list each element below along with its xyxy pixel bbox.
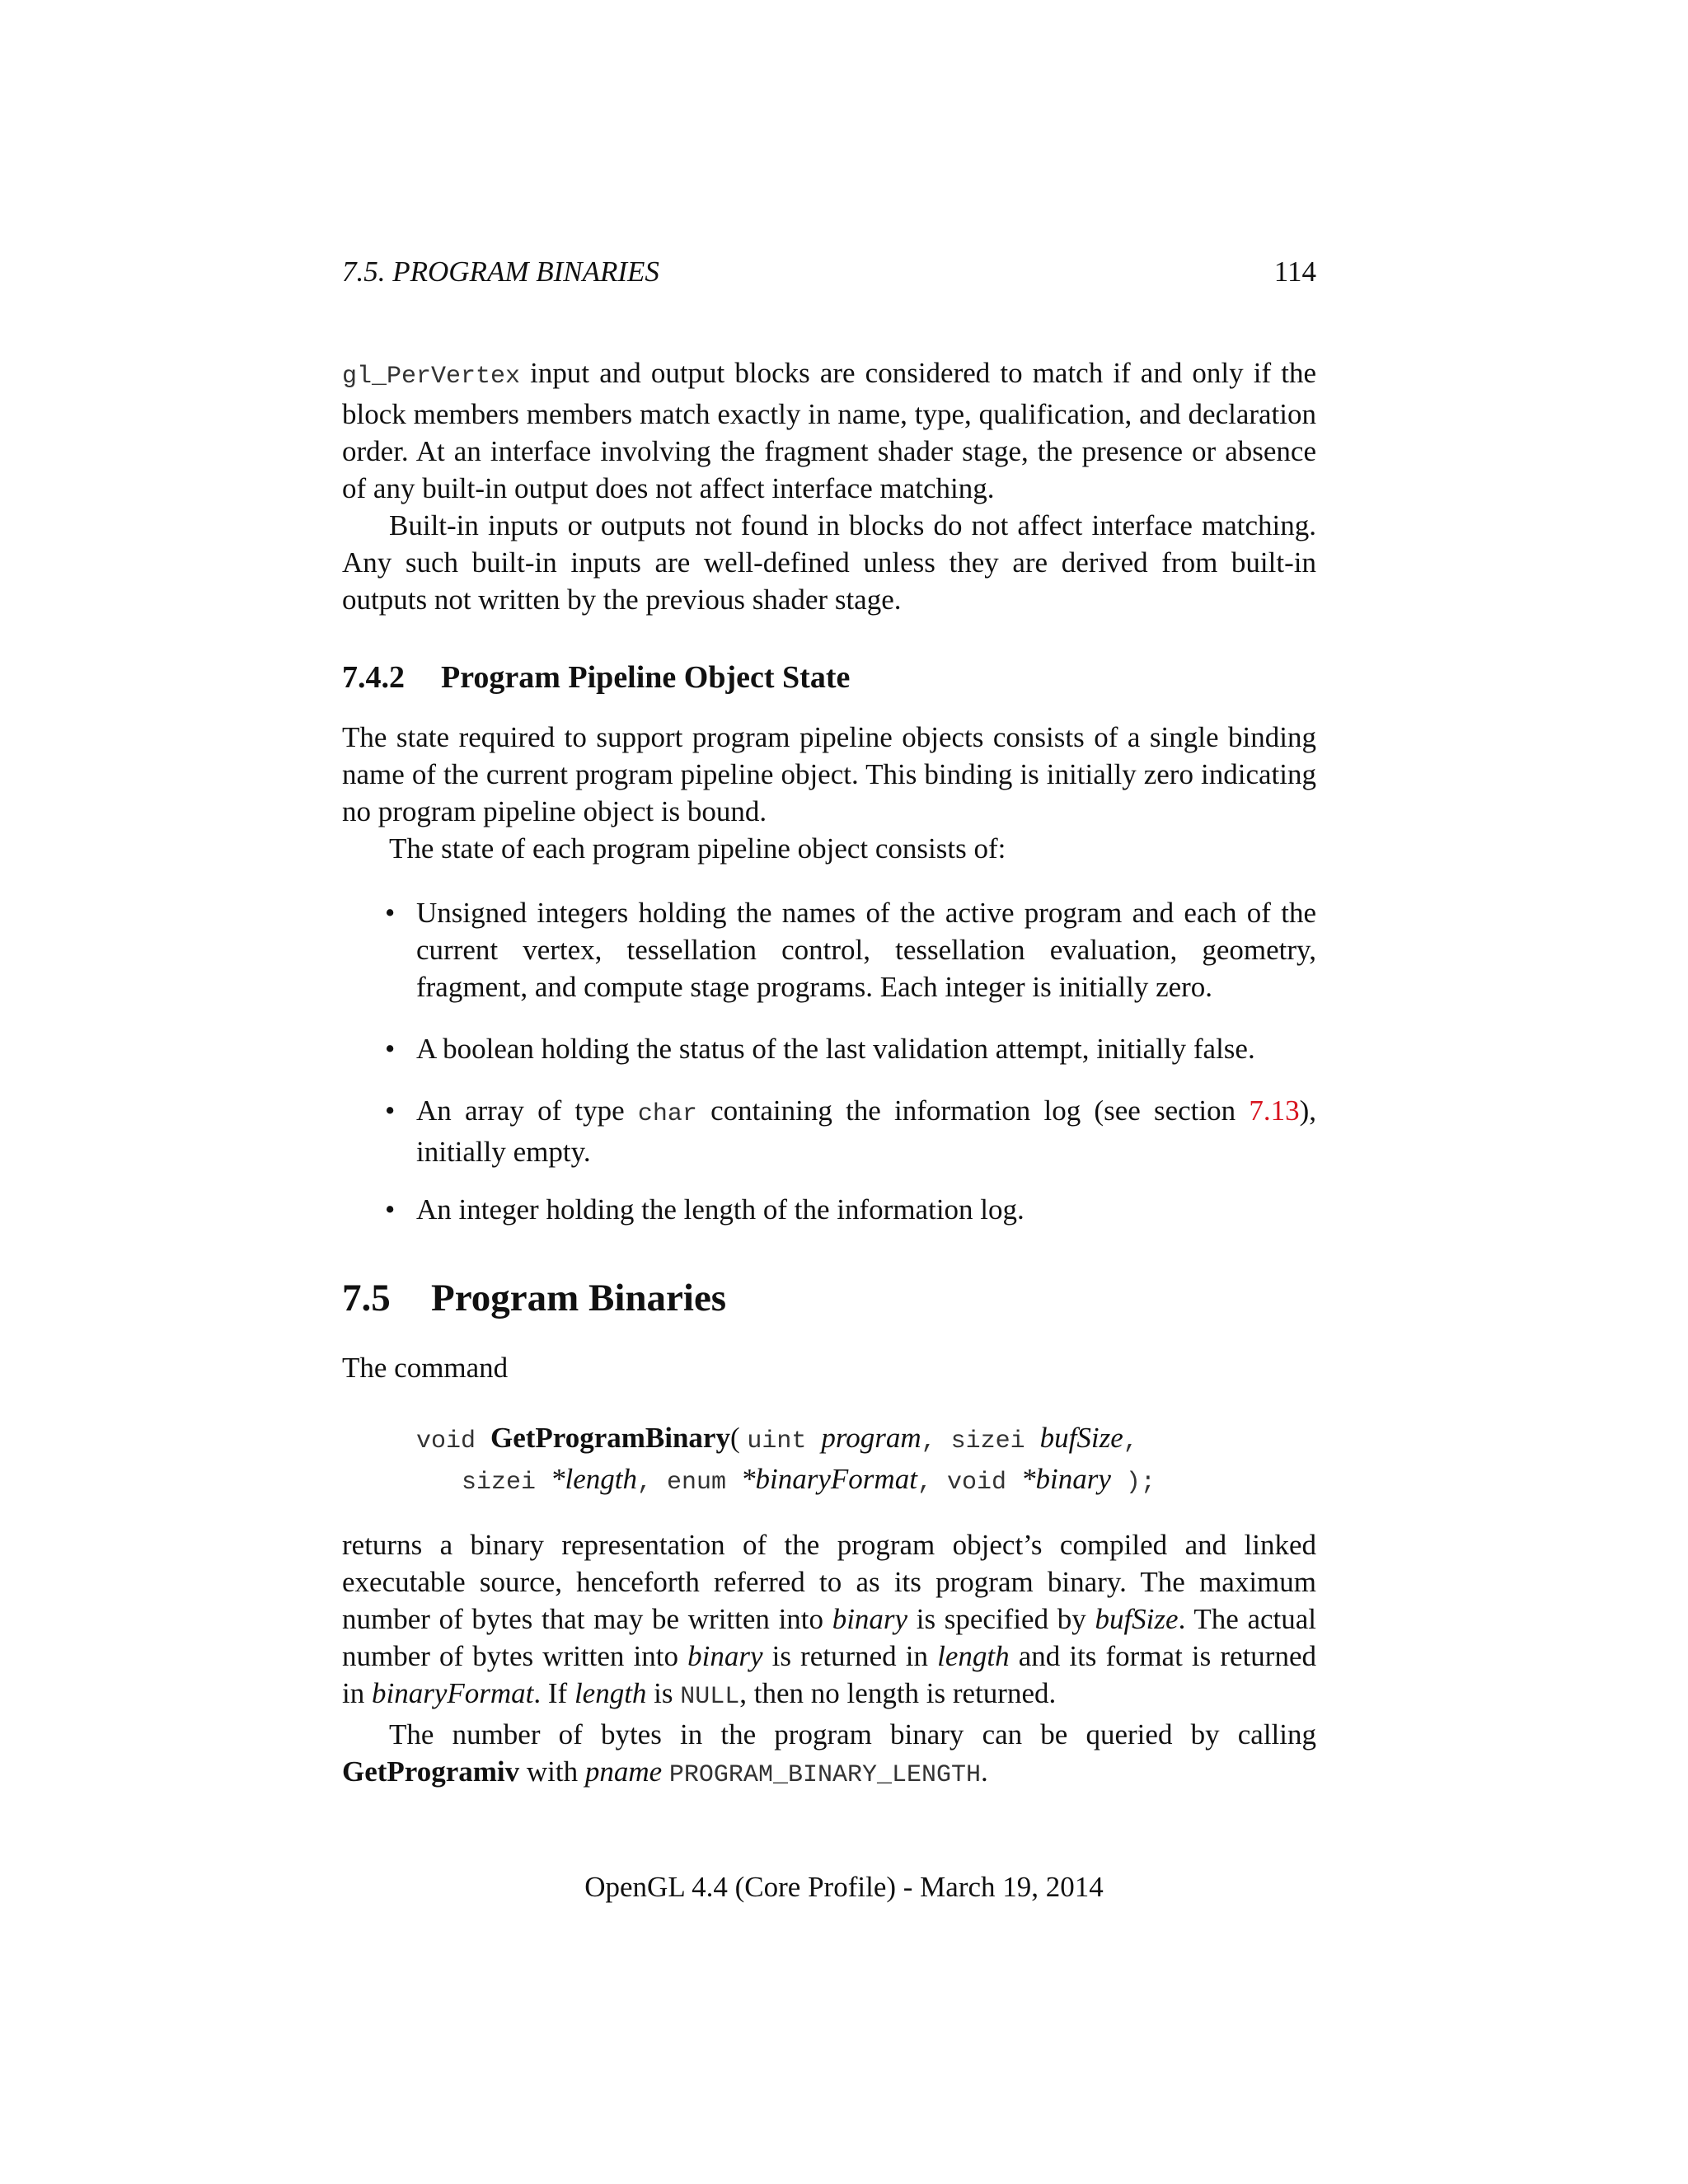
paragraph-pervertex (342, 354, 1316, 507)
list-text: ), initially empty. (416, 1094, 1316, 1168)
text: is returned in (762, 1640, 938, 1672)
text: returns a binary representation of the program object’s compiled and linked executable source, henceforth referred to as its program binary. The maximum number of bytes that may be written into (342, 1529, 1316, 1635)
code-null: NULL (680, 1683, 740, 1711)
text: is specified by (907, 1603, 1095, 1635)
text: . If (533, 1677, 574, 1709)
comma: , (921, 1427, 951, 1455)
text (662, 1755, 669, 1788)
section-7-5-intro (342, 1349, 1316, 1386)
type-uint: uint (747, 1427, 822, 1455)
function-prototype (342, 1419, 1316, 1502)
section-heading-7-5 (342, 1276, 1316, 1321)
comma: , (917, 1469, 947, 1497)
section-7-4-2-body (342, 719, 1316, 867)
page-header (342, 255, 1316, 288)
code-char: char (637, 1100, 697, 1128)
arg-ref: length (574, 1677, 647, 1709)
prototype-line-2 (342, 1460, 1316, 1502)
section-number: 7.4.2 (342, 660, 405, 695)
bullet-list-2 (342, 1030, 1316, 1067)
text: with (519, 1755, 585, 1788)
paragraph-pipeline-state: The state required to support program pipeline objects consists of a single binding name of the current program pipeline object. This binding is initially zero indicating no program pipeline object is bound. (342, 721, 1316, 827)
comma: , (1123, 1427, 1138, 1455)
type-void: void (416, 1427, 491, 1455)
section-number: 7.5 (342, 1277, 391, 1319)
body-text-top (342, 354, 1316, 618)
arg-ref: binary (687, 1640, 763, 1672)
code-gl-pervertex: gl_PerVertex (342, 363, 521, 391)
list-text: An array of type (416, 1094, 638, 1127)
arg-ref: binaryFormat (371, 1677, 534, 1709)
text: The number of bytes in the program binary can be queried by calling (389, 1718, 1316, 1750)
running-head: 7.5. PROGRAM BINARIES (342, 255, 659, 288)
bullet-list-3 (342, 1092, 1316, 1170)
arg-binary: *binary (1020, 1463, 1111, 1495)
paren-close: ); (1110, 1469, 1156, 1497)
arg-ref: binary (832, 1603, 908, 1635)
list-item: • A boolean holding the status of the last validation attempt, initially false. (342, 1030, 1316, 1067)
arg-pname: pname (584, 1755, 663, 1788)
comma: , (637, 1469, 668, 1497)
paragraph-pipeline-consists: The state of each program pipeline object consists of: (389, 832, 1006, 865)
bullet-list-4 (342, 1191, 1316, 1228)
section-title: Program Binaries (431, 1277, 727, 1319)
arg-bufsize: bufSize (1039, 1422, 1123, 1454)
type-enum: enum (667, 1469, 742, 1497)
arg-program: program (821, 1422, 921, 1454)
list-item: • An integer holding the length of the information log. (342, 1191, 1316, 1228)
paragraph-builtin: Built-in inputs or outputs not found in blocks do not affect interface matching. Any such built-in inputs are well-defined unless they are derived from built-in outputs not written by the previous shader stage. (342, 509, 1316, 616)
type-sizei: sizei (462, 1469, 551, 1497)
text: is (646, 1677, 681, 1709)
paren-open: ( (729, 1422, 748, 1454)
text: . The actual number of bytes written into (342, 1603, 1316, 1672)
arg-ref: bufSize (1095, 1603, 1179, 1635)
paragraph-text: input and output blocks are considered to match if and only if the block members members match exactly in name, type, qualification, and declaration order. At an interface involving the fragment shader stage, the presence or absence of any built-in output does not affect interface matching. (342, 357, 1316, 504)
function-name: GetProgramBinary (490, 1422, 730, 1454)
command-getprogramiv: GetProgramiv (342, 1755, 520, 1788)
section-title: Program Pipeline Object State (441, 660, 851, 695)
type-void: void (946, 1469, 1021, 1497)
type-sizei: sizei (950, 1427, 1040, 1455)
arg-binary-format: *binaryFormat (741, 1463, 917, 1495)
text: and its format is returned in (342, 1640, 1316, 1709)
paragraph-command: The command (342, 1352, 509, 1384)
section-7-5 (342, 1276, 1316, 1321)
section-7-5-body (342, 1526, 1316, 1794)
bullet-list (342, 894, 1316, 1005)
list-text: containing the information log (see section (696, 1094, 1250, 1127)
arg-length: *length (551, 1463, 638, 1495)
section-heading-7-4-2 (342, 659, 1316, 696)
code-program-binary-length: PROGRAM_BINARY_LENGTH (668, 1761, 981, 1789)
page-footer: OpenGL 4.4 (Core Profile) - March 19, 2014 (584, 1871, 1104, 1903)
paragraph-returns (342, 1526, 1316, 1716)
page-number: 114 (1273, 255, 1316, 288)
list-item (342, 1092, 1316, 1170)
paragraph-query (342, 1716, 1316, 1794)
section-link-7-13[interactable]: 7.13 (1249, 1094, 1300, 1127)
text: . (980, 1755, 988, 1788)
prototype-line-1 (342, 1419, 1316, 1460)
list-item: • Unsigned integers holding the names of the active program and each of the current vertex, tessellation control, tessellation evaluation, geometry, fragment, and compute stage programs. Each integer is initially zero. (342, 894, 1316, 1005)
text: , then no length is returned. (739, 1677, 1057, 1709)
section-7-4-2 (342, 659, 1316, 696)
arg-ref: length (937, 1640, 1010, 1672)
